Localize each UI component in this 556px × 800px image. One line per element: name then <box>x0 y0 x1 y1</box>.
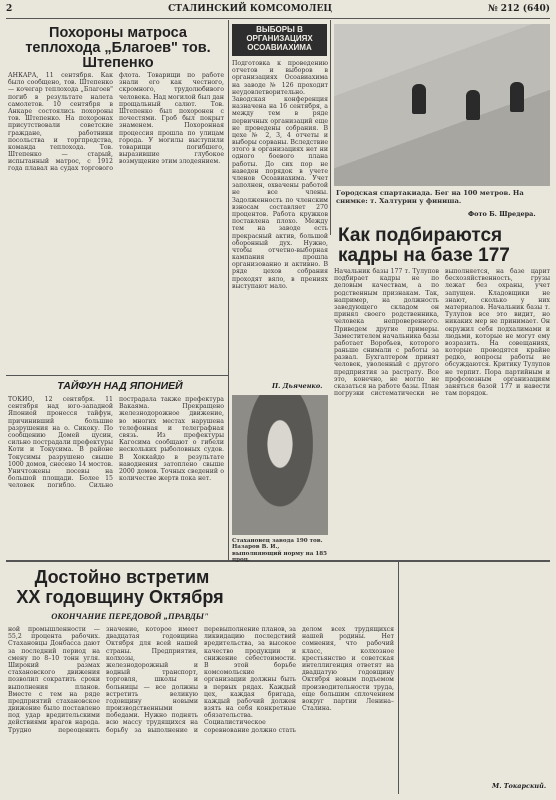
column-divider <box>228 20 229 560</box>
worker-portrait <box>232 395 328 535</box>
funeral-body: АНКАРА, 11 сентября. Как было сообщено, тов. Штепенко — кочегар теплохода „Благоев" погиб в результате налета самолетов. 10 сентября в Анкаре состоялись похороны тов. Штепенко. На похоронах присутствовали советские граждане, работники посольства и торгпредства, команда теплохода. Тов. Штепенко — старый, испытанный матрос, с 1912 года плавал на судах торгового флота. Товарищи по работе знали его как честного, скромного, трудолюбивого человека. Над могилой был дан прощальный салют. Тов. Штепенко был похоронен с почестями. Гроб был покрыт знаменем. Похоронная процессия прошла по улицам города. У могилы выступили товарищи погибшего, выразившие глубокое возмущение этим злодеянием. <box>8 72 224 173</box>
newspaper-title: СТАЛИНСКИЙ КОМСОМОЛЕЦ <box>168 4 333 14</box>
october-body: ной промышленности — 55,2 процента рабочих. Стахановцы Донбасса дают за последний период на смену по 8–10 тонн угля. Широкий размах стахановского движения позволил сократить сроки выполнения планов. Вместе с тем на ряде предприятий стахановское движение было поставлено под удар вредительскими действиями врагов народа. Трудно переоценить значение, которое имеет двадцатая годовщина Октября для всей нашей страны. Предприятия, колхозы, железнодорожный и водный транспорт, торговля, школы и больницы — все должны встретить великую годовщину новыми производственными победами. Нужно поднять всю массу трудящихся на борьбу за выполнение и перевыполнение планов, за ликвидацию последствий вредительства, за высокое качество продукции и снижение себестоимости. В этой борьбе комсомольские организации должны быть в первых рядах. Каждый цех, каждая бригада, каждый рабочий должен взять на себя конкретные обязательства. Социалистическое соревнование должно стать делом всех трудящихся нашей родины. Нет сомнения, что рабочий класс, колхозное крестьянство и советская интеллигенция ответят на двадцатую годовщину Октября новым подъемом производительности труда, еще большим сплочением вокруг партии Ленина–Сталина. <box>8 626 394 734</box>
cadres-signature: М. Токарский. <box>492 782 547 790</box>
runner-figure <box>510 82 524 112</box>
section-divider <box>6 560 550 562</box>
sport-photo <box>334 24 550 186</box>
elections-body: Подготовка к проведению отчетов и выборов в организациях Осоавиахима на заводе № 126 проходит неудовлетворительно. Заводская конференция назначена на 16 сентября, а между тем в ряде первичных организаций еще не проведены собрания. В цехе № 2, 3, 4 отчеты и выборы сорваны. Вследствие этого в организациях нет ни одного боевого плана работы. До сих пор не наведен порядок в учете членов Осоавиахима. Учет заполнен, охвачены работой не все члены. Задолженность по членским взносам составляет 270 процентов. Работа кружков поставлена плохо. Между тем на заводе есть прекрасный актив, большой оборонный дух. Нужно, чтобы отчетно-выборная кампания прошла организованно и активно. В ряде цехов собрания проходят вяло, в прениях выступают мало. <box>232 60 328 290</box>
cadres-body: Начальник базы 177 т. Тулупов подбирает кадры не по деловым качествам, а по родственным признакам. Так, например, на должность заведующего складом он принял своего родственника, человека непроверенного. Приведем другие примеры. Заместителем начальника базы работает Воробьев, которого раньше снимали с работы за развал. Бухгалтером принят человек, уволенный с другого предприятия за растрату. Все это, конечно, не могло не сказаться на работе базы. План погрузки систематически не выполняется, на базе царит бесхозяйственность, грузы лежат без охраны, учет запущен. Кладовщики не знают, сколько у них материалов. Начальник базы т. Тулупов все это видит, но никаких мер не принимает. Он окружил себя подхалимами и людьми, которые не могут ему возразить. На совещаниях, которые проводятся крайне редко, вопросы работы не обсуждаются. Критику Тулупов не терпит. Пора партийным и профсоюзным организациям заняться базой 177 и навести там порядок. <box>334 268 550 398</box>
column-divider <box>398 562 399 794</box>
typhoon-title: ТАЙФУН НАД ЯПОНИЕЙ <box>57 380 183 392</box>
sport-photo-caption: Городская спартакиада. Бег на 100 метров. На снимке: т. Халтурин у финиша. <box>336 189 524 205</box>
october-title-line1: Достойно встретим <box>34 567 210 587</box>
runner-figure <box>412 84 426 114</box>
issue-number: № 212 (640) <box>487 4 550 14</box>
portrait-caption: Стахановец завода 190 тов. Назаров В. И., выполняющий норму на 185 проц. <box>232 538 327 564</box>
sport-photo-credit: Фото Б. Шредера. <box>468 210 536 218</box>
elections-signature: П. Дьяченко. <box>272 382 323 390</box>
cadres-title: Как подбираются кадры на базе 177 <box>338 225 510 266</box>
elections-title: ВЫБОРЫ В ОРГАНИЗАЦИЯХ ОСОАВИАХИМА <box>232 24 327 56</box>
runner-figure <box>466 90 480 120</box>
column-divider <box>330 20 331 235</box>
typhoon-body: ТОКИО, 12 сентября. 11 сентября над юго-западной Японией пронесся тайфун, причинивший большие разрушения на о. Сикоку. По сообщению Домей цусин, сильно пострадали префектуры Коти и Токусима. В районе Токусимы разрушено свыше 1000 домов, снесено 14 мостов. Уничтожены посевы на большой площади. Более 15 человек погибло. Сильно пострадала также префектура Вакаяма. Прекращено железнодорожное движение, во многих местах нарушена телефонная и телеграфная связь. Из префектуры Кагосима сообщают о гибели нескольких рыболовных судов. В Хоккайдо в результате наводнения затоплено свыше 2000 домов. Точных сведений о количестве жертв пока нет. <box>8 396 224 490</box>
page-header <box>6 4 550 19</box>
october-subtitle: ОКОНЧАНИЕ ПЕРЕДОВОЙ „ПРАВДЫ" <box>51 611 209 621</box>
funeral-title: Похороны матроса теплохода „Благоев" тов. Штепенко <box>25 25 211 72</box>
page-number: 2 <box>6 4 13 14</box>
section-divider <box>6 375 228 376</box>
october-title-line2: XX годовщину Октября <box>16 587 224 607</box>
